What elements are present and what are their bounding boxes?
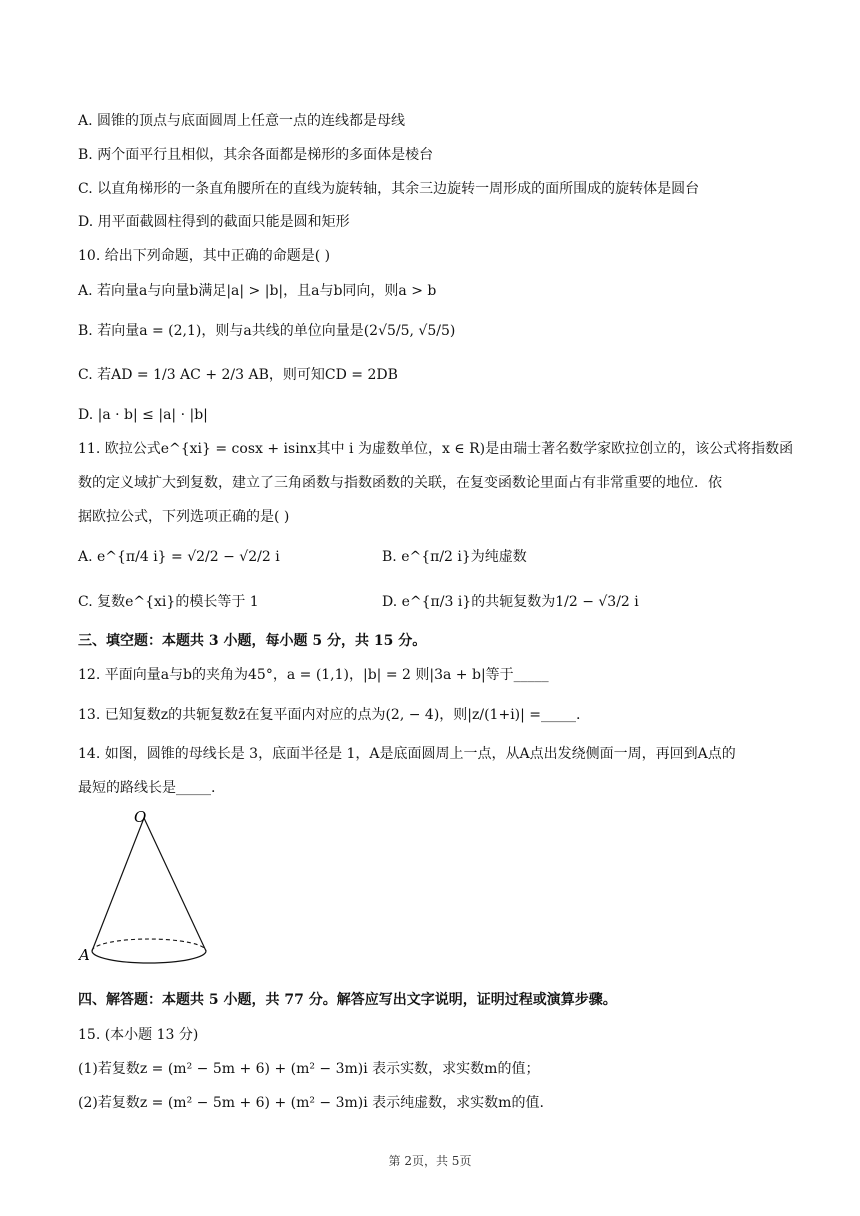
q14-line1: 14. 如图，圆锥的母线长是 3，底面半径是 1，A是底面圆周上一点，从A点出发绕侧面一周，再回到A点的 (78, 746, 736, 762)
q10-option-b: B. 若向量a = (2,1)，则与a共线的单位向量是(2√5/5, √5/5) (78, 323, 456, 339)
section4-heading: 四、解答题：本题共 5 小题，共 77 分。解答应写出文字说明，证明过程或演算步骤。 (78, 992, 617, 1008)
q11-option-c: C. 复数e^{xi}的模长等于 1 (78, 594, 259, 610)
q11-stem-line3: 据欧拉公式，下列选项正确的是( ) (78, 509, 290, 525)
apex-label: O (134, 808, 147, 826)
q11-option-b: B. e^{π/2 i}为纯虚数 (382, 549, 527, 565)
q15-part2: (2)若复数z = (m² − 5m + 6) + (m² − 3m)i 表示纯虚数，求实数m的值. (78, 1095, 544, 1111)
cone-figure (78, 806, 218, 976)
section3-heading: 三、填空题：本题共 3 小题，每小题 5 分，共 15 分。 (78, 633, 427, 649)
cone-left-generatrix (92, 818, 144, 951)
q10-option-c: C. 若AD = 1/3 AC + 2/3 AB，则可知CD = 2DB (78, 367, 398, 383)
page-footer: 第 2页，共 5页 (388, 1154, 472, 1168)
q10-option-a: A. 若向量a与向量b满足|a| > |b|，且a与b同向，则a > b (78, 283, 437, 299)
q9-option-b: B. 两个面平行且相似，其余各面都是梯形的多面体是棱台 (78, 147, 434, 163)
cone-base-back-arc (92, 939, 206, 951)
q11-option-d: D. e^{π/3 i}的共轭复数为1/2 − √3/2 i (382, 594, 639, 610)
q11-option-a: A. e^{π/4 i} = √2/2 − √2/2 i (78, 549, 280, 565)
q9-option-d: D. 用平面截圆柱得到的截面只能是圆和矩形 (78, 214, 350, 230)
q10-stem: 10. 给出下列命题，其中正确的命题是( ) (78, 248, 331, 264)
q11-stem-line2: 数的定义域扩大到复数，建立了三角函数与指数函数的关联，在复变函数论里面占有非常重要的地位．依 (78, 475, 722, 491)
q13: 13. 已知复数z的共轭复数z̄在复平面内对应的点为(2, − 4)，则|z/(1+i)| =_____. (78, 707, 581, 723)
q11-stem-line1: 11. 欧拉公式e^{xi} = cosx + isinx其中 i 为虚数单位，x ∈ R)是由瑞士著名数学家欧拉创立的，该公式将指数函 (78, 441, 794, 457)
q15-stem: 15. (本小题 13 分) (78, 1027, 199, 1043)
q12: 12. 平面向量a与b的夹角为45°，a = (1,1)，|b| = 2 则|3a + b|等于_____ (78, 667, 549, 683)
q9-option-c: C. 以直角梯形的一条直角腰所在的直线为旋转轴，其余三边旋转一周形成的面所围成的旋转体是圆台 (78, 181, 700, 197)
q9-option-a: A. 圆锥的顶点与底面圆周上任意一点的连线都是母线 (78, 113, 406, 129)
cone-right-generatrix (144, 818, 206, 951)
q15-part1: (1)若复数z = (m² − 5m + 6) + (m² − 3m)i 表示实数，求实数m的值； (78, 1061, 540, 1077)
cone-base-front-arc (92, 951, 206, 963)
base-point-label: A (79, 946, 90, 964)
q14-line2: 最短的路线长是_____. (78, 780, 216, 796)
q10-option-d: D. |a · b| ≤ |a| · |b| (78, 407, 208, 423)
